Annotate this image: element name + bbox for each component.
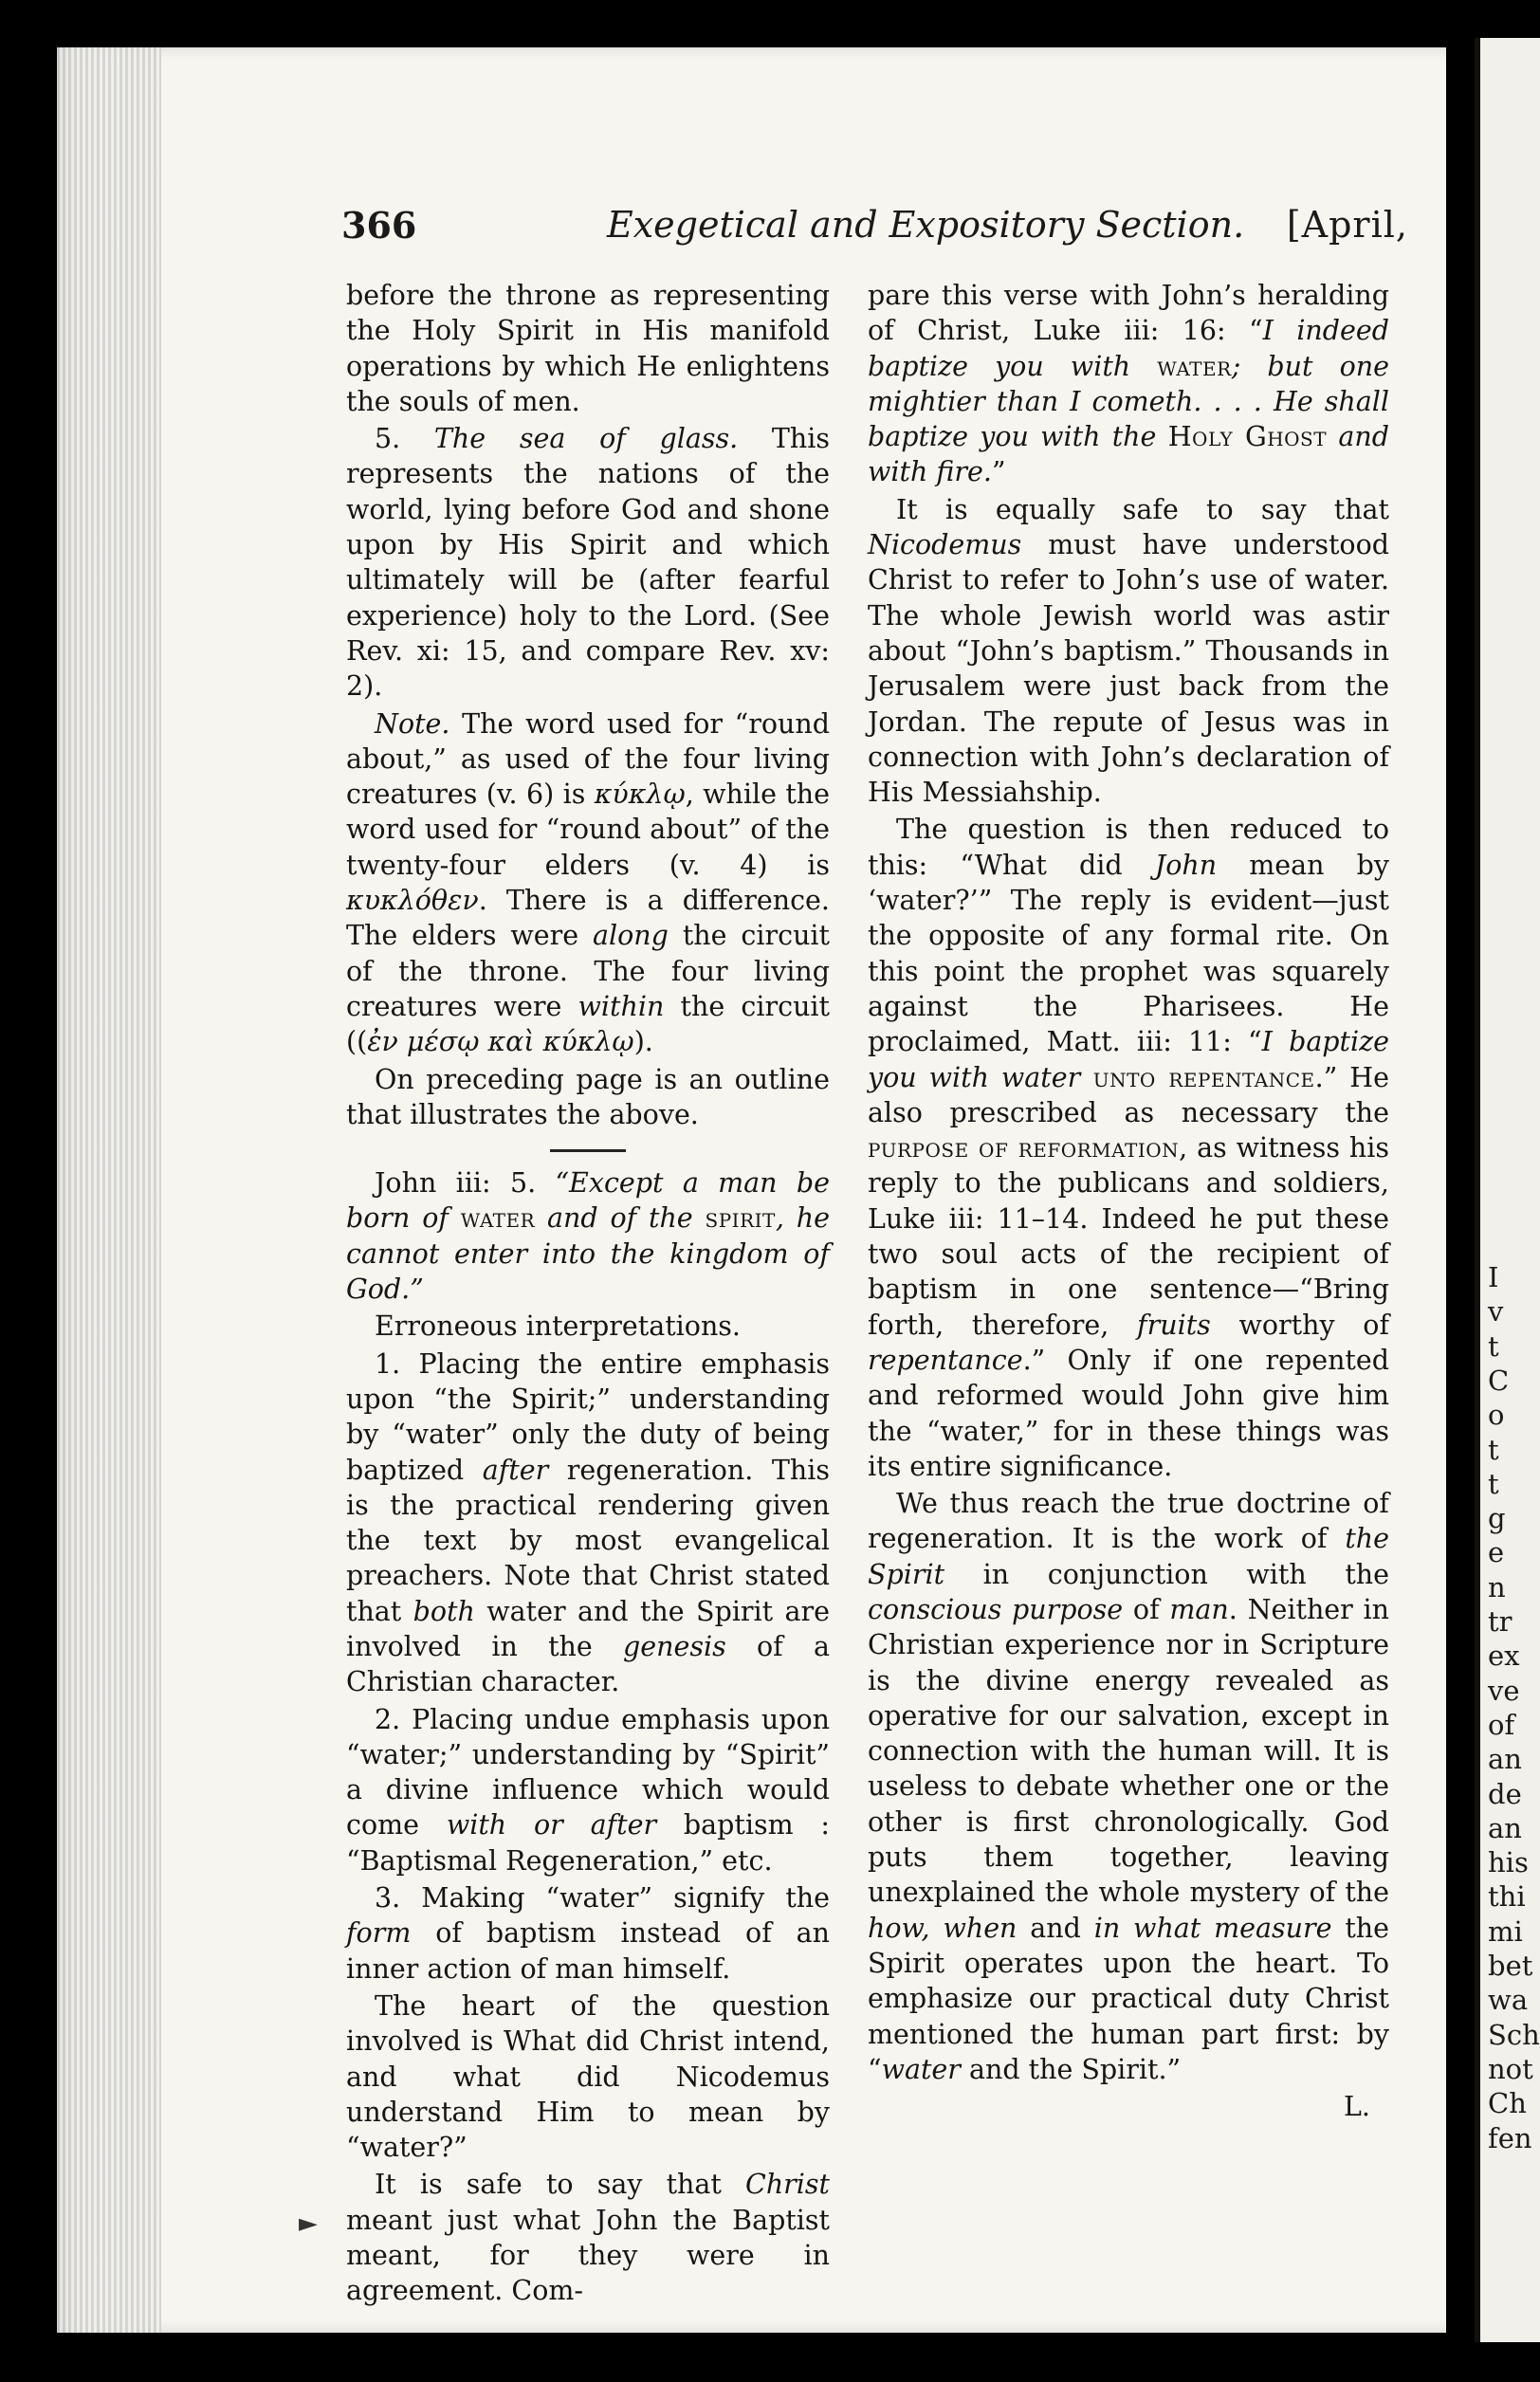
adjacent-page-fragment: ex bbox=[1488, 1640, 1520, 1673]
adjacent-page-fragment: de bbox=[1488, 1777, 1522, 1810]
page-stack-edge bbox=[57, 47, 161, 2333]
left-column bbox=[346, 278, 830, 2311]
running-head bbox=[341, 204, 1441, 261]
adjacent-page-fragment: not bbox=[1488, 2052, 1533, 2085]
scripture-text: John iii: 5. “Except a man be born of water and of the spirit, he cannot enter into the kingdom of God.” bbox=[346, 1167, 830, 1306]
right-column bbox=[868, 278, 1389, 2126]
adjacent-page-fragment: t bbox=[1488, 1467, 1499, 1500]
adjacent-page-fragment: n bbox=[1488, 1570, 1506, 1603]
adjacent-page-fragment: an bbox=[1488, 1743, 1522, 1776]
adjacent-page-fragment: mi bbox=[1488, 1915, 1523, 1948]
paragraph-note: Note. The word used for “round about,” as used of the four living creatures (v. 6) is κύκλῳ, while the word used for “round about” of the twenty-four elders (v. 4) is κυκλόθεν. There is a difference. The elders were along the circuit of the throne. The four living creatures were within the circuit ((ἐν μέσῳ καὶ κύκλῳ). bbox=[346, 707, 830, 1058]
adjacent-page-fragment: wa bbox=[1488, 1984, 1529, 2017]
adjacent-page-fragment: of bbox=[1488, 1708, 1515, 1741]
paragraph: The question is then reduced to this: “What did John mean by ‘water?’” The reply is evident—just the opposite of any formal rite. On this point the prophet was squarely against the Pharisees. He proclaimed, Matt. iii: 11: “I baptize you with water unto repentance.” He also prescribed as necessary the purpose of reformation, as witness his reply to the publicans and soldiers, Luke iii: 11–14. Indeed he put these two soul acts of the recipient of baptism in one sentence—“Bring forth, therefore, fruits worthy of repentance.” Only if one repented and reformed would John give him the “water,” for in these things was its entire significance. bbox=[868, 814, 1390, 1482]
subheading: Erroneous interpretations. bbox=[375, 1310, 741, 1343]
paragraph: On preceding page is an outline that illustrates the above. bbox=[346, 1063, 830, 1130]
paragraph: before the throne as representing the Holy Spirit in His manifold operations by which He enlightens the souls of men. bbox=[346, 280, 830, 417]
section-title: Exegetical and Expository Section. bbox=[607, 204, 1245, 246]
paragraph-sea-of-glass: 5. The sea of glass. This represents the nations of the world, lying before God and shone upon by His Spirit and which ultimately will be (after fearful experience) holy to the Lord. (See Rev. xi: 15, and compare Rev. xv: 2). bbox=[346, 423, 830, 703]
paragraph-item-1: 1. Placing the entire emphasis upon “the Spirit;” understanding by “water” only the duty of being baptized after regeneration. This is the practical rendering given the text by most evangelical preachers. Note that Christ stated that both water and the Spirit are involved in the genesis of a Christian character. bbox=[346, 1347, 831, 1698]
paragraph: We thus reach the true doctrine of regeneration. It is the work of the Spirit in conjunction with the conscious purpose of man. Neither in Christian experience nor in Scripture is the divine energy revealed as operative for our salvation, except in connection with the human will. It is useless to debate whether one or the other is first chronologically. God puts them together, leaving unexplained the whole mystery of the how, when and in what measure the Spirit operates upon the heart. To emphasize our practical duty Christ mentioned the human part first: by “water and the Spirit.” bbox=[868, 1488, 1389, 2085]
adjacent-page-fragment: o bbox=[1488, 1399, 1505, 1432]
adjacent-page-fragment: g bbox=[1488, 1502, 1506, 1535]
adjacent-page-fragment: I bbox=[1488, 1261, 1499, 1293]
adjacent-page-fragment: t bbox=[1488, 1433, 1499, 1466]
adjacent-page-fragment: ve bbox=[1488, 1674, 1520, 1707]
adjacent-page-fragment: his bbox=[1488, 1846, 1529, 1879]
adjacent-page-fragment: tr bbox=[1488, 1605, 1512, 1638]
adjacent-page-fragment: e bbox=[1488, 1536, 1505, 1569]
adjacent-page-fragment: bet bbox=[1488, 1950, 1533, 1982]
page-number: 366 bbox=[341, 204, 417, 247]
adjacent-page-fragment: t bbox=[1488, 1329, 1499, 1363]
paragraph-item-2: 2. Placing undue emphasis upon “water;” understanding by “Spirit” a divine influence which would come with or after baptism : “Baptismal Regeneration,” etc. bbox=[346, 1703, 831, 1877]
paragraph-item-3: 3. Making “water” signify the form of baptism instead of an inner action of man himself. bbox=[346, 1882, 830, 1985]
adjacent-page-edge bbox=[1475, 38, 1540, 2342]
adjacent-page-fragment: fen bbox=[1488, 2121, 1532, 2154]
adjacent-page-fragment: Ch bbox=[1488, 2087, 1527, 2120]
adjacent-page-fragment: C bbox=[1488, 1364, 1510, 1397]
stray-ink-mark: ► bbox=[299, 2209, 318, 2238]
paragraph: It is equally safe to say that Nicodemus must have understood Christ to refer to John’s use of water. The whole Jewish world was astir about “John’s baptism.” Thousands in Jerusalem were just back from the Jordan. The repute of Jesus was in connection with John’s declaration of His Messiahship. bbox=[868, 493, 1389, 809]
section-divider bbox=[550, 1149, 626, 1152]
author-signature: L. bbox=[1344, 2091, 1370, 2123]
adjacent-page-fragment: Sch bbox=[1488, 2018, 1540, 2051]
paragraph: pare this verse with John’s heralding of Christ, Luke iii: 16: “I indeed baptize you with water; but one mightier than I cometh. . . . He shall baptize you with the Holy Ghost and with fire.” bbox=[868, 280, 1390, 488]
adjacent-page-fragment: an bbox=[1488, 1811, 1522, 1844]
paragraph: The heart of the question involved is What did Christ intend, and what did Nicodemus understand Him to mean by “water?” bbox=[346, 1989, 830, 2164]
adjacent-page-fragment: v bbox=[1488, 1295, 1504, 1328]
adjacent-page-fragment: thi bbox=[1488, 1880, 1526, 1914]
scan-background bbox=[0, 0, 57, 2382]
month-label: [April, bbox=[1286, 204, 1408, 246]
paragraph: It is safe to say that Christ meant just what John the Baptist meant, for they were in agreement. Com- bbox=[346, 2169, 830, 2307]
